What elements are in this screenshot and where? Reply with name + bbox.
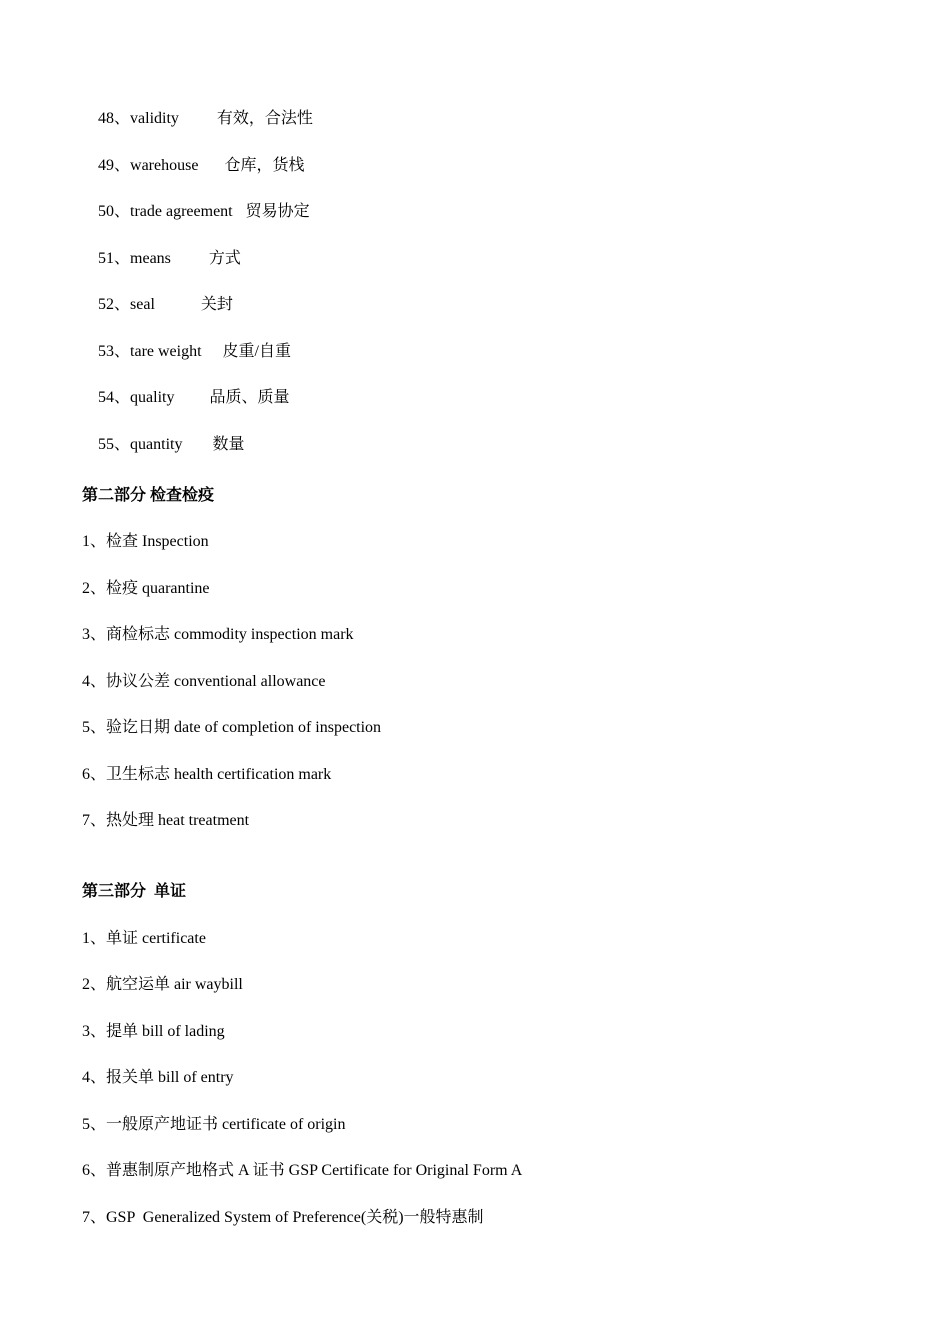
item-term: trade agreement: [130, 203, 233, 220]
item-number: 52、: [98, 296, 131, 313]
glossary-item: [82, 415, 244, 475]
section-heading-part3: 第三部分 单证: [82, 883, 187, 900]
item-term: tare weight: [130, 343, 202, 360]
list-item: 6、普惠制原产地格式 A 证书 GSP Certificate for Original Form A: [82, 1162, 523, 1179]
list-item: 7、热处理 heat treatment: [82, 812, 250, 829]
item-meaning: 皮重/自重: [222, 343, 291, 360]
item-number: 54、: [98, 389, 131, 406]
list-item: 4、协议公差 conventional allowance: [82, 673, 326, 690]
item-meaning: 方式: [208, 250, 241, 267]
list-item: 1、单证 certificate: [82, 930, 206, 947]
item-meaning: 品质、质量: [209, 389, 290, 406]
item-term: quality: [130, 389, 175, 406]
list-item: 2、航空运单 air waybill: [82, 976, 243, 993]
item-term: warehouse: [130, 157, 199, 174]
list-item: 6、卫生标志 health certification mark: [82, 766, 332, 783]
item-meaning: 贸易协定: [245, 203, 310, 220]
list-item: 3、提单 bill of lading: [82, 1023, 225, 1040]
item-meaning: 有效，合法性: [216, 110, 313, 127]
list-item: 5、一般原产地证书 certificate of origin: [82, 1116, 346, 1133]
item-number: 55、: [98, 436, 131, 453]
item-number: 53、: [98, 343, 131, 360]
list-item: 1、检查 Inspection: [82, 533, 209, 550]
item-term: means: [130, 250, 171, 267]
item-number: 48、: [98, 110, 131, 127]
section-heading-part2: 第二部分 检查检疫: [82, 487, 215, 504]
item-term: quantity: [130, 436, 183, 453]
list-item: 7、GSP Generalized System of Preference(关税)一般特惠制: [82, 1209, 484, 1226]
item-number: 51、: [98, 250, 131, 267]
list-item: 4、报关单 bill of entry: [82, 1069, 234, 1086]
item-term: validity: [130, 110, 179, 127]
item-number: 50、: [98, 203, 131, 220]
item-meaning: 关封: [200, 296, 233, 313]
item-number: 49、: [98, 157, 131, 174]
list-item: 5、验讫日期 date of completion of inspection: [82, 719, 382, 736]
item-term: seal: [130, 296, 155, 313]
list-item: 3、商检标志 commodity inspection mark: [82, 626, 354, 643]
item-meaning: 数量: [212, 436, 245, 453]
item-meaning: 仓库，货栈: [224, 157, 305, 174]
list-item: 2、检疫 quarantine: [82, 580, 210, 597]
